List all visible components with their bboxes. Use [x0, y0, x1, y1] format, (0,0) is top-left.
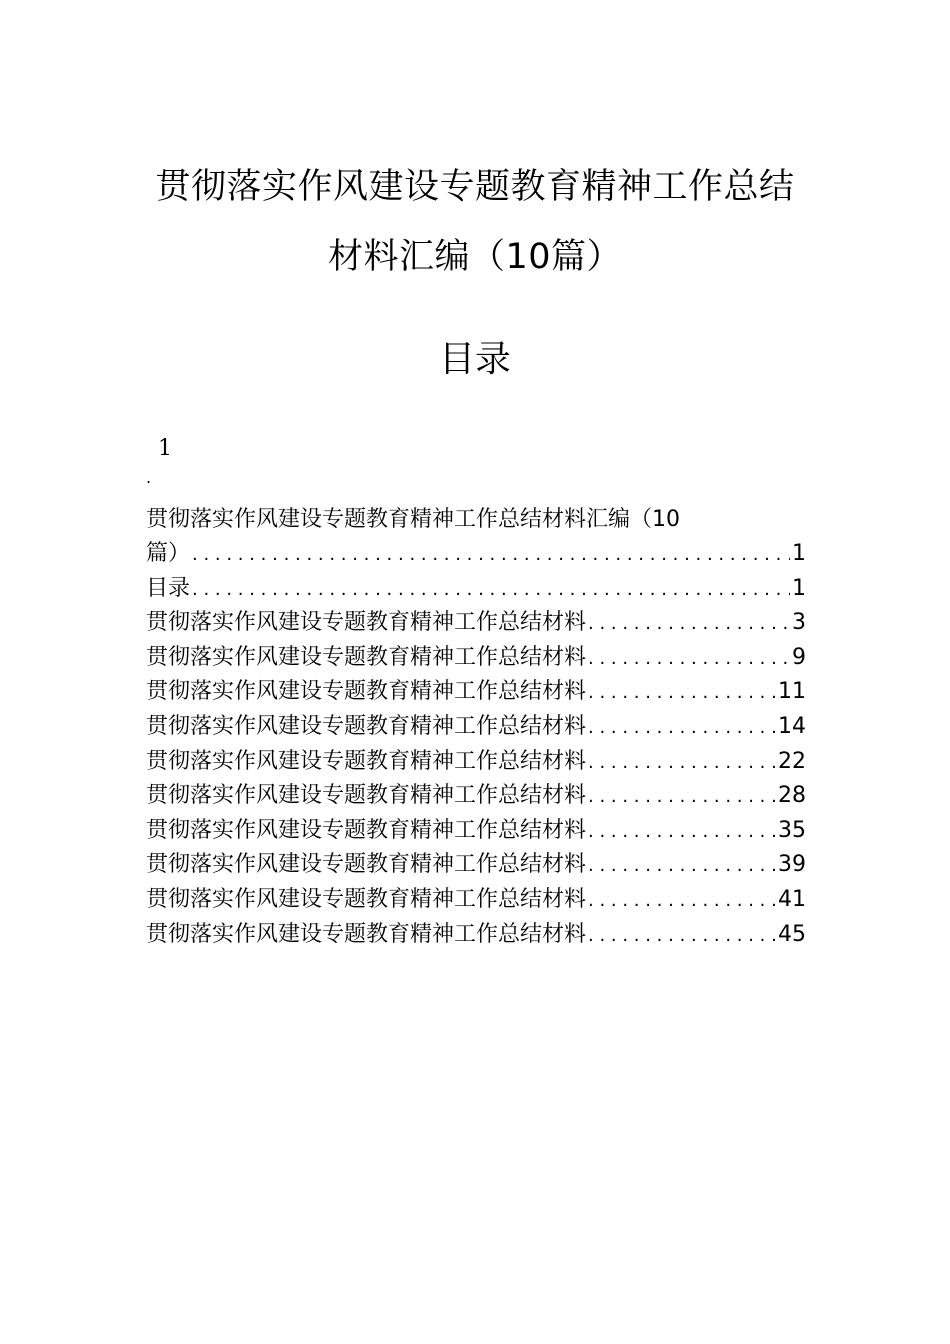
toc-entry-page: 39	[778, 852, 806, 878]
toc-entry[interactable]	[146, 572, 806, 607]
toc-entry-first-line[interactable]: 贯彻落实作风建设专题教育精神工作总结材料汇编（10	[146, 507, 680, 532]
toc-entry[interactable]	[146, 814, 806, 849]
toc-entry-page: 45	[778, 921, 806, 947]
toc-entry-page: 22	[778, 748, 806, 774]
toc-heading: 目录	[438, 339, 511, 380]
toc-entry[interactable]	[146, 779, 806, 814]
toc-entry-page: 11	[778, 679, 806, 705]
toc-entry-label: 贯彻落实作风建设专题教育精神工作总结材料	[146, 610, 587, 636]
toc-entry-label: 贯彻落实作风建设专题教育精神工作总结材料	[146, 644, 587, 670]
toc-number: 1	[158, 436, 172, 461]
toc-entry[interactable]	[146, 848, 806, 883]
toc-dot-leader	[588, 676, 776, 711]
toc-dot-leader	[588, 711, 776, 746]
toc-entry-label: 贯彻落实作风建设专题教育精神工作总结材料	[146, 748, 587, 774]
toc-dot: .	[146, 468, 152, 487]
toc-entry[interactable]	[146, 918, 806, 953]
toc-entry-label: 贯彻落实作风建设专题教育精神工作总结材料	[146, 886, 587, 912]
table-of-contents	[146, 503, 806, 952]
toc-entry[interactable]	[146, 675, 806, 710]
toc-entry[interactable]	[146, 883, 806, 918]
toc-entry-label: 贯彻落实作风建设专题教育精神工作总结材料	[146, 852, 587, 878]
toc-dot-leader	[192, 573, 790, 608]
toc-dot-leader	[588, 780, 776, 815]
toc-dot-leader	[588, 642, 790, 677]
toc-entry[interactable]	[146, 641, 806, 676]
toc-entry[interactable]	[146, 745, 806, 780]
toc-entry-page: 1	[792, 541, 806, 566]
toc-entry-label: 目录	[146, 575, 191, 601]
toc-dot-leader	[588, 607, 790, 642]
toc-entry-page: 41	[778, 886, 806, 912]
toc-entry-page: 35	[778, 817, 806, 843]
toc-entry-label: 贯彻落实作风建设专题教育精神工作总结材料	[146, 783, 587, 809]
toc-dot-leader	[192, 538, 790, 573]
toc-entry-page: 3	[792, 610, 806, 636]
document-title-line-1: 贯彻落实作风建设专题教育精神工作总结	[155, 167, 795, 207]
toc-entry-label: 贯彻落实作风建设专题教育精神工作总结材料	[146, 817, 587, 843]
toc-dot-leader	[588, 849, 776, 884]
toc-entry[interactable]	[146, 537, 806, 572]
toc-entry[interactable]	[146, 710, 806, 745]
toc-entry-label: 贯彻落实作风建设专题教育精神工作总结材料	[146, 713, 587, 739]
toc-entry[interactable]	[146, 606, 806, 641]
document-title-line-2: 材料汇编（10篇）	[327, 237, 623, 277]
toc-entry-label: 贯彻落实作风建设专题教育精神工作总结材料	[146, 921, 587, 947]
toc-entry-label: 篇）	[146, 541, 191, 566]
toc-dot-leader	[588, 746, 776, 781]
toc-entry-label: 贯彻落实作风建设专题教育精神工作总结材料	[146, 679, 587, 705]
toc-dot-leader	[588, 919, 776, 954]
toc-dot-leader	[588, 884, 776, 919]
toc-entry-page: 28	[778, 783, 806, 809]
toc-dot-leader	[588, 815, 776, 850]
toc-entry-page: 9	[792, 644, 806, 670]
toc-entry-page: 14	[778, 713, 806, 739]
toc-entry-page: 1	[792, 575, 806, 601]
